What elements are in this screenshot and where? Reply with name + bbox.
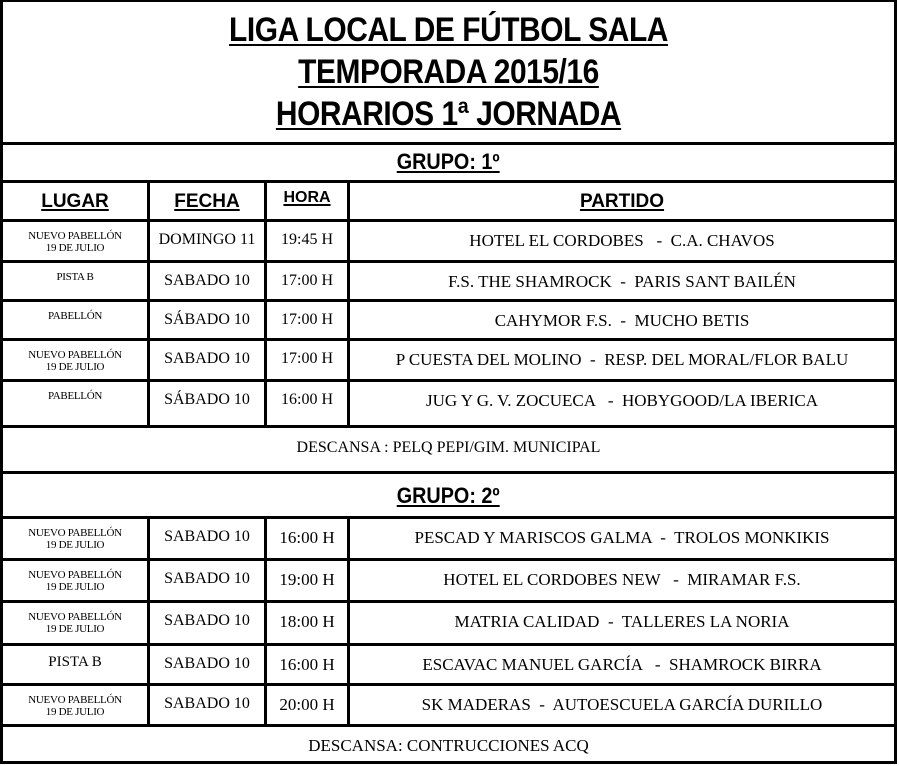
cell-lugar: PISTA B	[48, 654, 102, 670]
column-header-partido: PARTIDO	[347, 183, 894, 219]
title-block	[3, 2, 894, 145]
rest-team-text: DESCANSA: CONTRUCCIONES ACQ	[308, 736, 589, 755]
cell-lugar: NUEVO PABELLÓN 19 DE JULIO	[28, 611, 122, 635]
table-row	[3, 341, 894, 382]
round-title: HORARIOS 1ª JORNADA	[275, 95, 622, 133]
cell-partido: F.S. THE SHAMROCK - PARIS SANT BAILÉN	[347, 263, 894, 299]
cell-fecha: SÁBADO 10	[147, 382, 264, 425]
cell-partido: JUG Y G. V. ZOCUECA - HOBYGOOD/LA IBERICA	[347, 382, 894, 425]
cell-fecha: SABADO 10	[147, 686, 264, 724]
group-1-rest-row	[3, 428, 894, 474]
cell-partido: HOTEL EL CORDOBES - C.A. CHAVOS	[347, 222, 894, 260]
table-row	[3, 302, 894, 341]
column-header-lugar: LUGAR	[41, 191, 109, 212]
cell-hora: 16:00 H	[264, 646, 347, 683]
table-row	[3, 382, 894, 428]
group-2-rest-row	[3, 727, 894, 764]
cell-hora: 17:00 H	[264, 341, 347, 379]
cell-lugar: NUEVO PABELLÓN 19 DE JULIO	[28, 694, 122, 718]
table-row	[3, 646, 894, 686]
cell-hora: 16:00 H	[264, 382, 347, 425]
cell-fecha: SABADO 10	[147, 519, 264, 558]
cell-lugar: PABELLÓN	[47, 310, 103, 322]
table-row	[3, 263, 894, 302]
table-row	[3, 519, 894, 561]
cell-lugar: PISTA B	[56, 271, 94, 283]
league-title: LIGA LOCAL DE FÚTBOL SALA	[229, 11, 668, 49]
cell-lugar: PABELLÓN	[47, 390, 103, 402]
group-1-header	[3, 142, 894, 183]
cell-partido: CAHYMOR F.S. - MUCHO BETIS	[347, 302, 894, 338]
cell-hora: 16:00 H	[264, 519, 347, 558]
cell-fecha: SÁBADO 10	[147, 302, 264, 338]
cell-hora: 18:00 H	[264, 603, 347, 643]
cell-lugar: NUEVO PABELLÓN 19 DE JULIO	[28, 230, 122, 254]
column-header-fecha: FECHA	[147, 183, 264, 219]
cell-fecha: SABADO 10	[147, 603, 264, 643]
cell-hora: 19:45 H	[264, 222, 347, 260]
table-row	[3, 222, 894, 263]
cell-fecha: DOMINGO 11	[147, 222, 264, 260]
cell-partido: PESCAD Y MARISCOS GALMA - TROLOS MONKIKIS	[347, 519, 894, 558]
table-row	[3, 686, 894, 727]
cell-hora: 19:00 H	[264, 561, 347, 600]
table-row	[3, 603, 894, 646]
cell-lugar: NUEVO PABELLÓN 19 DE JULIO	[28, 569, 122, 593]
cell-hora: 20:00 H	[264, 686, 347, 724]
cell-lugar: NUEVO PABELLÓN 19 DE JULIO	[28, 349, 122, 373]
cell-hora: 17:00 H	[264, 263, 347, 299]
cell-fecha: SABADO 10	[147, 561, 264, 600]
cell-partido: ESCAVAC MANUEL GARCÍA - SHAMROCK BIRRA	[347, 646, 894, 683]
cell-lugar: NUEVO PABELLÓN 19 DE JULIO	[28, 527, 122, 551]
cell-partido: P CUESTA DEL MOLINO - RESP. DEL MORAL/FLOR BALU	[347, 341, 894, 379]
table-row	[3, 561, 894, 603]
cell-fecha: SABADO 10	[147, 263, 264, 299]
group-2-header	[3, 474, 894, 519]
cell-fecha: SABADO 10	[147, 646, 264, 683]
cell-partido: HOTEL EL CORDOBES NEW - MIRAMAR F.S.	[347, 561, 894, 600]
season-title: TEMPORADA 2015/16	[298, 53, 599, 91]
column-header-row	[3, 183, 894, 222]
group-1-title: GRUPO: 1º	[397, 149, 500, 174]
cell-hora: 17:00 H	[264, 302, 347, 338]
cell-partido: SK MADERAS - AUTOESCUELA GARCÍA DURILLO	[347, 686, 894, 724]
group-2-title: GRUPO: 2º	[397, 483, 500, 508]
column-header-hora: HORA	[264, 183, 347, 219]
cell-partido: MATRIA CALIDAD - TALLERES LA NORIA	[347, 603, 894, 643]
cell-fecha: SABADO 10	[147, 341, 264, 379]
rest-team-text: DESCANSA : PELQ PEPI/GIM. MUNICIPAL	[296, 439, 601, 456]
